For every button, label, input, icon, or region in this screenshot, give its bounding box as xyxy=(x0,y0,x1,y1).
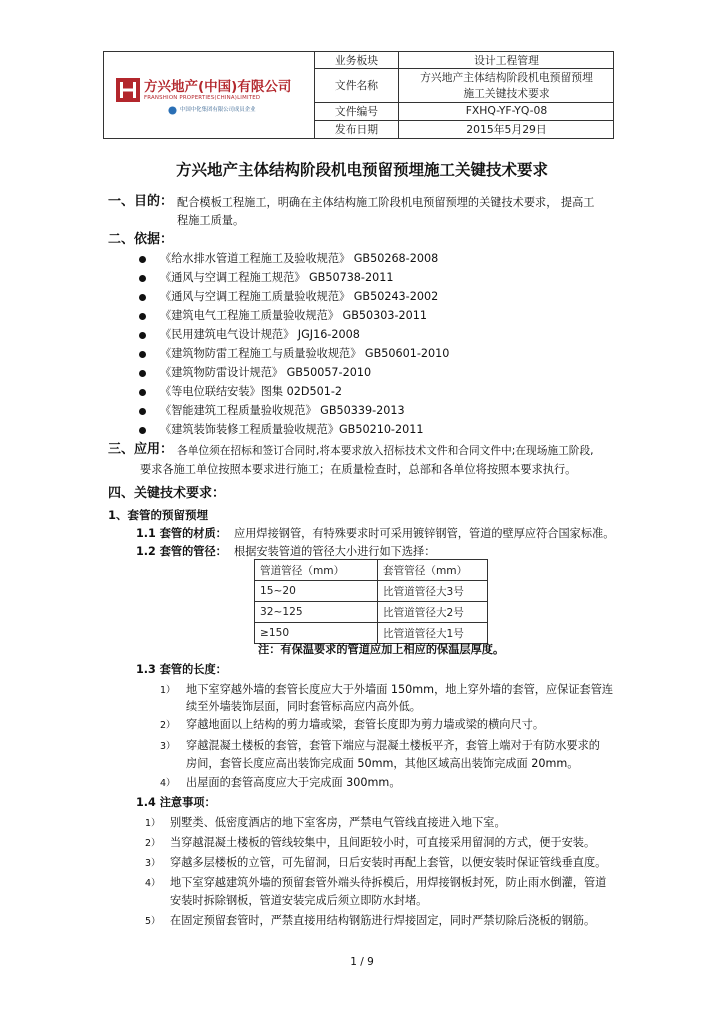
table-cell: 比管道管径大2号 xyxy=(378,602,488,623)
header-label-filename: 文件名称 xyxy=(334,79,379,92)
section-basis-heading: 二、依据： xyxy=(108,232,174,247)
clause-1-1-label: 1.1 套管的材质： xyxy=(136,527,227,540)
basis-item: 《智能建筑工程质量验收规范》 GB50339-2013 xyxy=(160,404,405,417)
clause-1-4-heading: 1.4 注意事项： xyxy=(136,796,216,809)
basis-item: 《等电位联结安装》图集 02D501-2 xyxy=(160,385,342,398)
logo-name-en: FRANSHION PROPERTIES(CHINA)LIMITED xyxy=(144,95,261,101)
list-number: 3） xyxy=(160,741,176,752)
section-purpose-text-1: 配合模板工程施工，明确在主体结构施工阶段机电预留预埋的关键技术要求， 提高工 xyxy=(177,196,595,209)
section-application-text-2: 要求各施工单位按照本要求进行施工；在质量检查时，总部和各单位将按照本要求执行。 xyxy=(140,463,577,476)
logo-name-cn: 方兴地产(中国)有限公司 xyxy=(144,79,292,95)
basis-item: 《民用建筑电气设计规范》 JGJ16-2008 xyxy=(160,328,360,341)
list-item: 续至外墙装饰层面，同时套管标高应内高外低。 xyxy=(186,700,421,713)
list-item: 出屋面的套管高度应大于完成面 300mm。 xyxy=(186,776,401,789)
header-value-date: 2015年5月29日 xyxy=(466,123,547,136)
basis-item: 《建筑物防雷工程施工与质量验收规范》 GB50601-2010 xyxy=(160,347,450,360)
list-item: 地下室穿越外墙的套管长度应大于外墙面 150mm，地上穿外墙的套管，应保证套管连 xyxy=(186,683,614,696)
header-value-business: 设计工程管理 xyxy=(474,54,539,67)
list-item: 穿越多层楼板的立管，可先留洞，日后安装时再配上套管，以便安装时保证管线垂直度。 xyxy=(170,856,607,869)
table-cell: 15~20 xyxy=(255,581,378,602)
list-item: 在固定预留套管时，严禁直接用结构钢筋进行焊接固定，同时严禁切除后浇板的钢筋。 xyxy=(170,914,596,927)
logo-mark-icon xyxy=(116,78,140,102)
table-cell: ≥150 xyxy=(255,623,378,644)
list-number: 5） xyxy=(145,916,161,927)
table-cell: 比管道管径大1号 xyxy=(378,623,488,644)
list-item: 地下室穿越建筑外墙的预留套管外端头待拆模后，用焊接钢板封死，防止雨水倒灌，管道 xyxy=(170,876,607,889)
list-number: 4） xyxy=(145,878,161,889)
logo-subline: 中国中化集团有限公司成员企业 xyxy=(180,107,256,113)
table-header-cell: 管道管径（mm） xyxy=(255,560,378,581)
document-header-table xyxy=(103,51,614,139)
list-item: 穿越地面以上结构的剪力墙或梁，套管长度即为剪力墙或梁的横向尺寸。 xyxy=(186,718,545,731)
section-requirements-heading: 四、关键技术要求： xyxy=(108,486,226,501)
basis-item: 《通风与空调工程施工质量验收规范》 GB50243-2002 xyxy=(160,290,439,303)
basis-item: 《给水排水管道工程施工及验收规范》 GB50268-2008 xyxy=(160,252,439,265)
table-header-row xyxy=(255,560,488,581)
list-number: 4） xyxy=(160,778,176,789)
section-purpose-text-2: 程施工质量。 xyxy=(177,214,245,227)
list-item: 别墅类、低密度酒店的地下室客房，严禁电气管线直接进入地下室。 xyxy=(170,816,506,829)
section-purpose-heading: 一、目的： xyxy=(108,194,174,209)
section-application-heading: 三、应用： xyxy=(108,442,174,457)
list-number: 2） xyxy=(160,720,176,731)
basis-item: 《建筑电气工程施工质量验收规范》 GB50303-2011 xyxy=(160,309,427,322)
table-cell: 32~125 xyxy=(255,602,378,623)
basis-item: 《建筑物防雷设计规范》 GB50057-2010 xyxy=(160,366,372,379)
subsection-sleeve-heading: 1、套管的预留预埋 xyxy=(108,508,209,522)
table-row xyxy=(255,602,488,623)
list-item: 穿越混凝土楼板的套管，套管下端应与混凝土楼板平齐，套管上端对于有防水要求的 xyxy=(186,739,600,752)
header-label-fileno: 文件编号 xyxy=(334,105,379,118)
list-item: 房间，套管长度应高出装饰完成面 50mm，其他区域高出装饰完成面 20mm。 xyxy=(186,757,579,770)
list-item: 安装时拆除钢板，管道安装完成后须立即防水封堵。 xyxy=(170,894,428,907)
list-number: 2） xyxy=(145,838,161,849)
table-cell: 比管道管径大3号 xyxy=(378,581,488,602)
table-note: 注：有保温要求的管道应加上相应的保温层厚度。 xyxy=(258,643,505,656)
document-title: 方兴地产主体结构阶段机电预留预埋施工关键技术要求 xyxy=(175,161,548,179)
list-number: 1） xyxy=(160,685,176,696)
page-number: 1 / 9 xyxy=(350,956,374,968)
table-row xyxy=(255,581,488,602)
basis-item: 《通风与空调工程施工规范》 GB50738-2011 xyxy=(160,271,394,284)
sinochem-emblem-icon xyxy=(168,106,177,115)
list-number: 1） xyxy=(145,818,161,829)
header-value-fileno: FXHQ-YF-YQ-08 xyxy=(465,104,548,117)
section-application-text-1: 各单位须在招标和签订合同时,将本要求放入招标技术文件和合同文件中;在现场施工阶段, xyxy=(177,444,594,457)
header-label-business: 业务板块 xyxy=(334,54,379,67)
sleeve-size-table xyxy=(254,559,488,644)
header-label-date: 发布日期 xyxy=(334,123,379,136)
clause-1-1-text: 应用焊接钢管，有特殊要求时可采用镀锌钢管，管道的壁厚应符合国家标准。 xyxy=(234,527,615,540)
list-item: 当穿越混凝土楼板的管线较集中，且间距较小时，可直接采用留洞的方式，便于安装。 xyxy=(170,836,596,849)
clause-1-2-text: 根据安装管道的管径大小进行如下选择： xyxy=(234,545,436,558)
header-value-filename-1: 方兴地产主体结构阶段机电预留预埋 xyxy=(420,71,593,84)
clause-1-3-heading: 1.3 套管的长度： xyxy=(136,663,227,676)
company-logo xyxy=(116,78,308,118)
table-row xyxy=(255,623,488,644)
table-header-cell: 套管管径（mm） xyxy=(378,560,488,581)
list-number: 3） xyxy=(145,858,161,869)
clause-1-2-label: 1.2 套管的管径： xyxy=(136,545,227,558)
basis-item: 《建筑装饰装修工程质量验收规范》GB50210-2011 xyxy=(160,423,424,436)
header-value-filename-2: 施工关键技术要求 xyxy=(463,87,550,100)
